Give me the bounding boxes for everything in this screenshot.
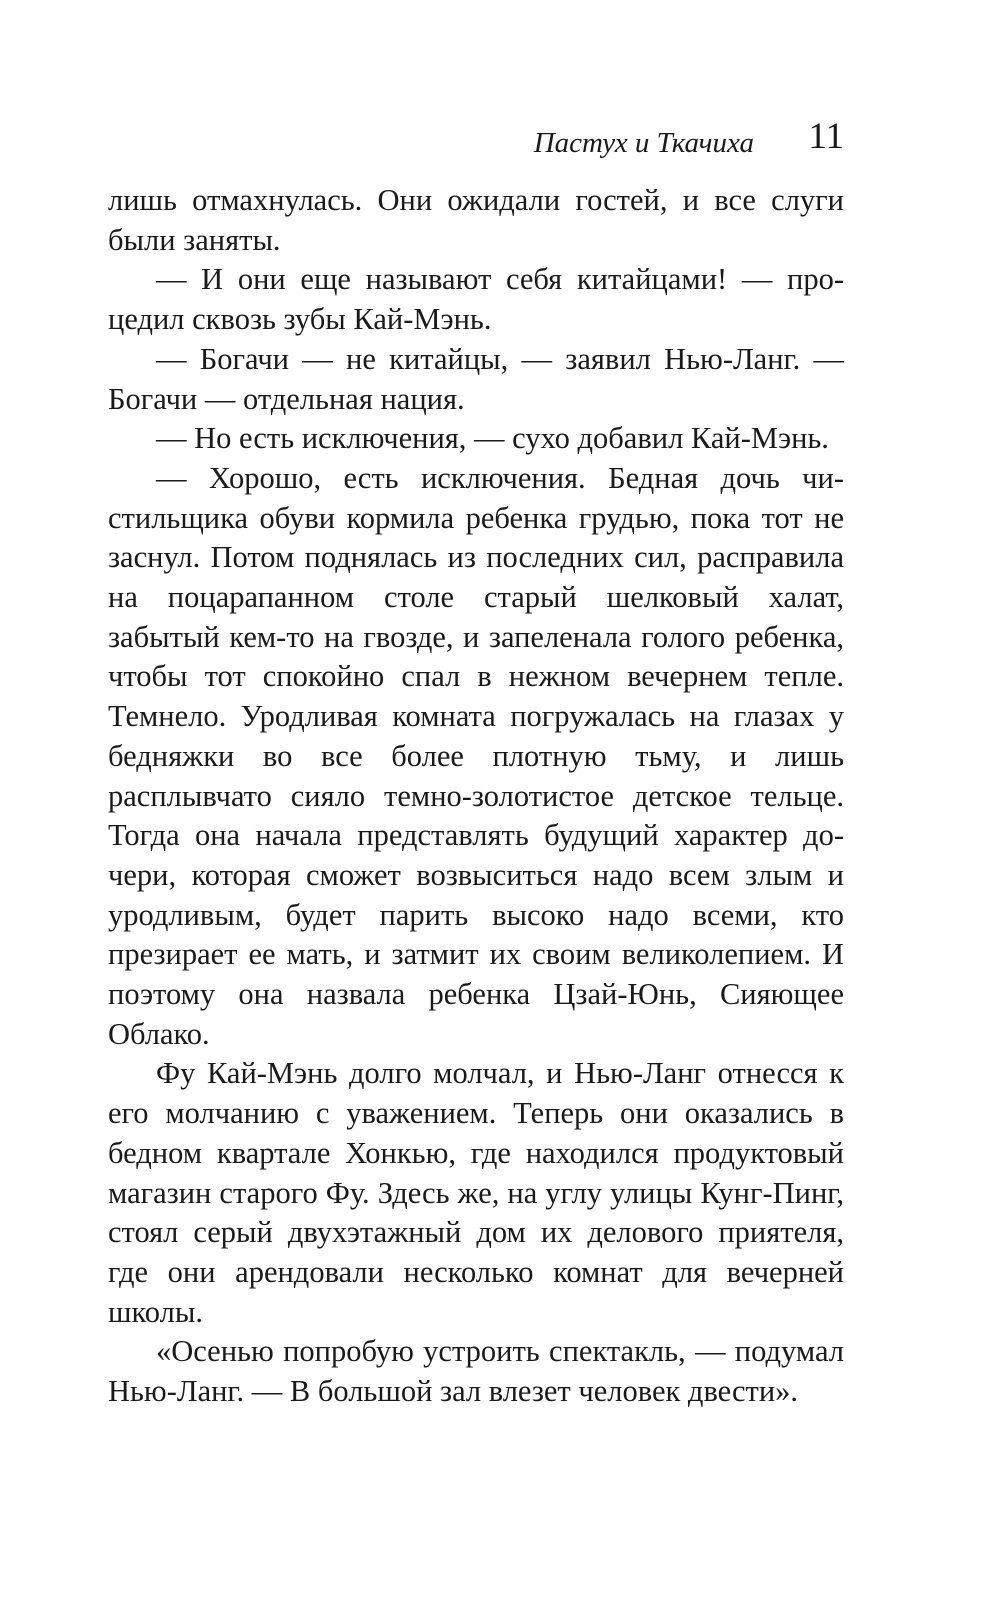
paragraph-narration: Фу Кай-Мэнь долго молчал, и Нью-Ланг отнесся к его молчанию с уважением. Теперь они оказались в бедном квартале Хонкью, где находился продуктовый магазин старого Фу. Здесь же, на углу улицы Кунг-Пинг, стоял серый двухэтажный дом их делового приятеля, где они арендовали несколько комнат для вечерней школы.	[108, 1056, 844, 1329]
paragraph-dialogue: — И они еще называют себя китайцами! — процедил сквозь зубы Кай-Мэнь.	[108, 262, 844, 337]
paragraph-story: — Хорошо, есть исключения. Бедная дочь чистильщика обуви кормила ребенка грудью, пока тот не заснул. Потом поднялась из последних сил, расправила на поцарапанном столе старый шелковый халат, забытый кем-то на гвозде, и запеленала голого ребенка, чтобы тот спокойно спал в нежном вечернем тепле. Темнело. Уродливая комната погружалась на глазах у бедняжки во все более плотную тьму, и лишь расплывчато сияло темно-золотистое детское тельце. Тогда она начала представлять будущий характер дочери, которая сможет возвыситься надо всем злым и уродливым, будет парить высоко надо всеми, кто презирает ее мать, и затмит их своим великолепием. И поэтому она назвала ребенка Цзай-Юнь, Сияющее Облако.	[108, 460, 844, 1051]
paragraph-dialogue: — Богачи — не китайцы, — заявил Нью-Ланг. — Богачи — отдельная нация.	[108, 341, 844, 416]
body-text	[108, 181, 844, 1412]
page-number: 11	[808, 116, 844, 157]
paragraph-continuation: лишь отмахнулась. Они ожидали гостей, и все слуги были заняты.	[108, 183, 844, 257]
paragraph-dialogue: — Но есть исключения, — сухо добавил Кай-Мэнь.	[156, 421, 829, 456]
running-head	[108, 116, 846, 166]
running-title: Пастух и Ткачиха	[533, 127, 754, 159]
paragraph-thought: «Осенью попробую устроить спектакль, — подумал Нью-Ланг. — В большой зал влезет человек двести».	[108, 1334, 844, 1409]
